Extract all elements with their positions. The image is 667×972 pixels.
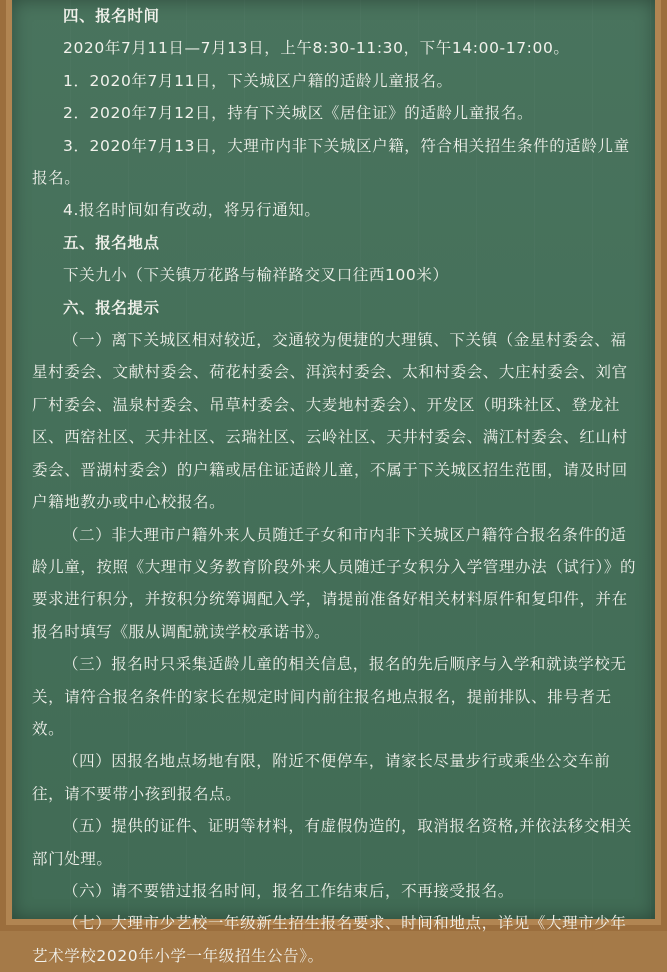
paragraph: 4.报名时间如有改动，将另行通知。 xyxy=(63,201,321,220)
section-heading: 四、报名时间 xyxy=(63,7,160,25)
paragraph: （六）请不要错过报名时间，报名工作结束后，不再接受报名。 xyxy=(63,881,514,900)
paragraph: 3．2020年7月13日，大理市内非下关城区户籍，符合相关招生条件的适龄儿童报名。 xyxy=(32,136,630,188)
paragraph: （五）提供的证件、证明等材料，有虚假伪造的，取消报名资格,并依法移交相关部门处理。 xyxy=(32,817,633,868)
paragraph: （四）因报名地点场地有限，附近不便停车，请家长尽量步行或乘坐公交车前往，请不要带小孩到报名点。 xyxy=(32,752,611,803)
paragraph: 2．2020年7月12日，持有下关城区《居住证》的适龄儿童报名。 xyxy=(63,104,534,123)
notice-body xyxy=(32,0,637,972)
paragraph: 2020年7月11日—7月13日，上午8:30-11:30，下午14:00-17:00。 xyxy=(63,39,570,58)
paragraph: 下关九小（下关镇万花路与榆祥路交叉口往西100米） xyxy=(63,266,449,285)
section-heading: 六、报名提示 xyxy=(63,298,160,317)
paragraph: （三）报名时只采集适龄儿童的相关信息，报名的先后顺序与入学和就读学校无关，请符合报名条件的家长在规定时间内前往报名地点报名，提前排队、排号者无效。 xyxy=(32,655,627,738)
paragraph: （一）离下关城区相对较近，交通较为便捷的大理镇、下关镇（金星村委会、福星村委会、文献村委会、荷花村委会、洱滨村委会、太和村委会、大庄村委会、刘官厂村委会、温泉村委会、吊草村委会、大麦地村委会）、开发区（明珠社区、登龙社区、西窑社区、天井社区、云瑞社区、云岭社区、天井村委会、满江村委会、红山村委会、晋湖村委会）的户籍或居住证适龄儿童，不属于下关城区招生范围，请及时回户籍地教办或中心校报名。 xyxy=(32,331,628,512)
paragraph: （二）非大理市户籍外来人员随迁子女和市内非下关城区户籍符合报名条件的适龄儿童，按照《大理市义务教育阶段外来人员随迁子女积分入学管理办法（试行）》的要求进行积分，并按积分统筹调配入学，请提前准备好相关材料原件和复印件，并在报名时填写《服从调配就读学校承诺书》。 xyxy=(32,525,637,641)
chalkboard xyxy=(12,0,655,965)
section-heading: 五、报名地点 xyxy=(63,233,160,252)
paragraph: 1．2020年7月11日，下关城区户籍的适龄儿童报名。 xyxy=(63,71,453,90)
paragraph: （七）大理市少艺校一年级新生招生报名要求、时间和地点，详见《大理市少年艺术学校2020年小学一年级招生公告》。 xyxy=(32,914,627,965)
